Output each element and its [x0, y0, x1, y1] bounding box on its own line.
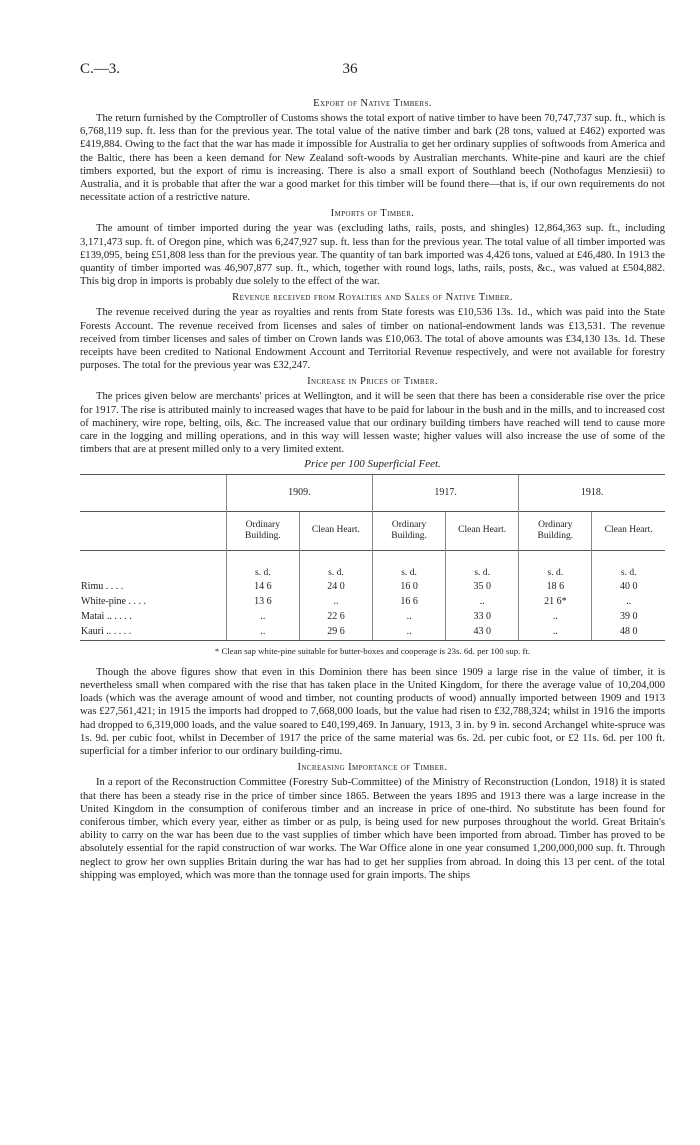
price-cell: .. — [446, 595, 519, 610]
price-cell: 48 0 — [592, 625, 665, 641]
section-heading-prices: Increase in Prices of Timber. — [307, 376, 438, 388]
table-subcorner — [80, 511, 226, 550]
table-unit-row — [80, 550, 665, 580]
price-cell: .. — [226, 625, 299, 641]
paragraph-imports: The amount of timber imported during the year was (excluding laths, rails, posts, and shingles) 12,864,363 sup. ft., including 3,171,473 sup. ft. of Oregon pine, which was 6,247,927 sup. ft. less than for the previous year. The total value of all timber imported was £139,095, being £51,808 less than for the previous year. The quantity of tan bark imported was 4,426 tons, valued at £46,480. In 1913 the quantity of timber imported was 46,907,877 sup. ft., which, together with round logs, laths, rails, posts, &c., was valued at £504,882. This big drop in imports is probably due solely to the effect of the war. — [80, 223, 665, 288]
subheader-ordinary: Ordinary Building. — [519, 511, 592, 550]
table-subheader-row — [80, 511, 665, 550]
leader-dots: . . . . — [128, 596, 146, 608]
unit-corner — [80, 550, 226, 580]
price-cell: 29 6 — [299, 625, 372, 641]
section-heading-export: Export of Native Timbers. — [313, 98, 432, 109]
price-cell: 39 0 — [592, 610, 665, 625]
timber-name: White-pine — [81, 596, 126, 608]
year-header-1918: 1918. — [519, 474, 665, 511]
subheader-clean: Clean Heart. — [299, 511, 372, 550]
price-cell: 43 0 — [446, 625, 519, 641]
table-year-row — [80, 474, 665, 511]
price-cell: .. — [373, 625, 446, 641]
table-row — [80, 625, 665, 641]
paragraph-comparison: Though the above figures show that even in this Dominion there has been since 1909 a large rise in the value of timber, it is nevertheless small when compared with the rise that has taken place in the United Kingdom, for there the average value of 10,204,000 loads (which was the average amount of wood and timber, not counting products of wood) annually imported between 1909 and 1913 was £27,561,421; in 1915 the imports had dropped to 7,668,000 loads, but the value had risen to £32,788,324; whilst in 1916 the imports had dropped to 6,319,000 loads, and the value soared to £40,199,469. In January, 1913, 3 in. by 9 in. second Archangel white-spruce was 1s. 9d. per cubic foot, whilst in December of 1917 the price of the same material was 6s. 2d. per cubic foot, or £2 11s. 6d. per 100 ft. superficial for a timber inferior to our ordinary building-rimu. — [80, 666, 665, 758]
subheader-ordinary: Ordinary Building. — [373, 511, 446, 550]
price-cell: 40 0 — [592, 580, 665, 595]
price-cell: .. — [373, 610, 446, 625]
price-cell: .. — [226, 610, 299, 625]
report-code: C.—3. — [80, 61, 121, 77]
row-name — [80, 625, 226, 641]
leader-dots: . . . . — [113, 626, 132, 638]
price-cell: 13 6 — [226, 595, 299, 610]
year-header-1909: 1909. — [226, 474, 372, 511]
leader-dots: . . . . — [114, 611, 132, 623]
year-header-1917: 1917. — [373, 474, 519, 511]
price-cell: .. — [592, 595, 665, 610]
price-cell: 22 6 — [299, 610, 372, 625]
price-cell: .. — [519, 625, 592, 641]
unit-label: s. d. — [373, 550, 446, 580]
paragraph-export: The return furnished by the Comptroller of Customs shows the total export of native timber to have been 70,747,737 sup. ft., which is 6,768,119 sup. ft. less than for the previous year. The total value of the native timber and bark (28 tons, valued at £462) exported was £419,884. Owing to the fact that the war has made it impossible for Australia to get her ordinary supplies of softwoods from America and the Baltic, there has been a keen demand for New Zealand soft-woods by Australian merchants. White-pine and kauri are the chief timbers exported, but the export of rimu is increasing. There is also a small export of Southland beech (Nothofagus Menziesii) to Australia, and it is probable that after the war a good market for this timber will be found there—that is, if our own requirements do not necessitate action of a restrictive nature. — [80, 113, 665, 204]
row-name — [80, 595, 226, 610]
section-heading-imports: Imports of Timber. — [330, 208, 415, 220]
unit-label: s. d. — [446, 550, 519, 580]
unit-label: s. d. — [299, 550, 372, 580]
unit-label: s. d. — [226, 550, 299, 580]
price-cell: 24 0 — [299, 580, 372, 595]
unit-label: s. d. — [519, 550, 592, 580]
price-cell: 18 6 — [519, 580, 592, 595]
page-header — [80, 61, 620, 81]
leader-dots: . . . . — [105, 581, 124, 593]
table-corner — [80, 474, 226, 511]
price-cell: .. — [519, 610, 592, 625]
price-cell: 14 6 — [226, 580, 299, 595]
table-row — [80, 595, 665, 610]
table-caption: Price per 100 Superficial Feet. — [304, 458, 441, 471]
row-name — [80, 610, 226, 625]
subheader-clean: Clean Heart. — [446, 511, 519, 550]
price-cell: 35 0 — [446, 580, 519, 595]
document-body — [80, 94, 665, 882]
paragraph-importance: In a report of the Reconstruction Committee (Forestry Sub-Committee) of the Ministry of Reconstruction (London, 1918) it is stated that there has been a steady rise in the price of timber since 1865. Between the years 1895 and 1913 there was a large increase in the United Kingdom in the consumption of coniferous timber and an increase in price of one-third. No substitute has been found for coniferous timber, which every year, either as timber or as pulp, is being used for new purposes throughout the world. Great Britain's ability to carry on the war has been due to the vast supplies of timber which have been imported from abroad. Timber has proved to be absolutely essential for the rapid construction of war works. The War Office alone in one year consumed 1,200,000,000 sup. ft. Through neglect to grow her own supplies Britain during the war has had to get her supplies from abroad. In doing this 13 per cent. of the total shipping was employed, which was more than the tonnage used for grain imports. The ships — [80, 777, 665, 881]
price-table — [80, 474, 665, 641]
paragraph-prices: The prices given below are merchants' prices at Wellington, and it will be seen that there has been a considerable rise over the price for 1917. The rise is attributed mainly to increased wages that have to be paid for labour in the bush and in the mills, and to increased cost of machinery, wire rope, belting, oils, &c. The increased value that our ordinary building timbers have reached will tend to cause more care in the logging and milling operations, and in this way will lessen waste; higher values will also increase the use of some of the timbers that are at present milled only to a very limited extent. — [80, 391, 665, 456]
price-cell: 21 6* — [519, 595, 592, 610]
timber-name: Kauri .. — [81, 626, 112, 638]
timber-name: Matai .. — [81, 611, 112, 623]
price-cell: 16 0 — [373, 580, 446, 595]
table-row — [80, 610, 665, 625]
price-cell: .. — [299, 595, 372, 610]
timber-name: Rimu — [81, 581, 104, 593]
unit-label: s. d. — [592, 550, 665, 580]
page-number: 36 — [342, 61, 358, 77]
price-cell: 16 6 — [373, 595, 446, 610]
paragraph-revenue: The revenue received during the year as royalties and rents from State forests was £10,536 13s. 1d., which was paid into the State Forests Account. The revenue received from licenses and sales of timber on national-endowment lands was £13,531. The revenue received from timber licenses and sales of timber on Crown lands was £10,063. The total of above amounts was £34,130 13s. 1d. These receipts have been credited to National Endowment Account and Territorial Revenue respectively, and were not available for forestry purposes. The total for the previous year was £32,247. — [80, 307, 665, 372]
price-cell: 33 0 — [446, 610, 519, 625]
table-footnote: * Clean sap white-pine suitable for butter-boxes and cooperage is 23s. 6d. per 100 sup. ft. — [214, 645, 531, 656]
subheader-clean: Clean Heart. — [592, 511, 665, 550]
subheader-ordinary: Ordinary Building. — [226, 511, 299, 550]
section-heading-revenue: Revenue received from Royalties and Sales of Native Timber. — [232, 292, 513, 304]
row-name — [80, 580, 226, 595]
table-row — [80, 580, 665, 595]
section-heading-importance: Increasing Importance of Timber. — [297, 762, 448, 774]
